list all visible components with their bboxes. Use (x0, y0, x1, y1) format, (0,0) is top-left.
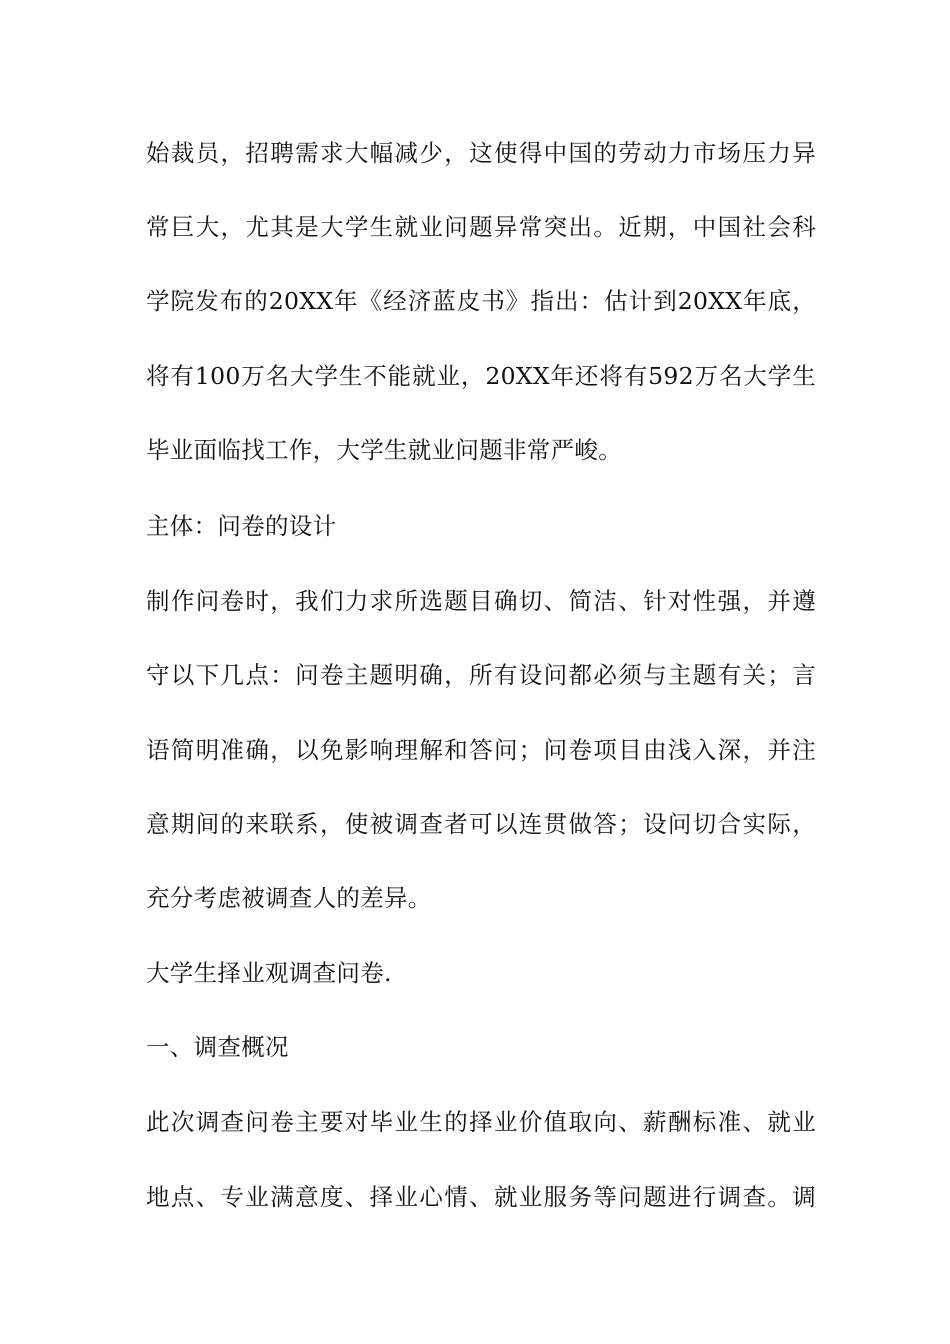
section-heading: 大学生择业观调查问卷. (146, 959, 392, 987)
paragraph-line: 守以下几点：问卷主题明确，所有设问都必须与主题有关；言 (146, 661, 816, 689)
paragraph-line: 此次调查问卷主要对毕业生的择业价值取向、薪酬标准、就业 (146, 1108, 816, 1136)
paragraph-line: 常巨大，尤其是大学生就业问题异常突出。近期，中国社会科 (146, 213, 816, 241)
paragraph-line: 制作问卷时，我们力求所选题目确切、简洁、针对性强，并遵 (146, 587, 816, 615)
paragraph-line: 语简明准确，以免影响理解和答问；问卷项目由浅入深，并注 (146, 736, 816, 764)
paragraph-line: 意期间的来联系，使被调查者可以连贯做答；设问切合实际， (146, 810, 816, 838)
paragraph-line: 充分考虑被调查人的差异。 (146, 884, 432, 912)
paragraph-line: 毕业面临找工作，大学生就业问题非常严峻。 (146, 436, 622, 464)
section-heading: 主体：问卷的设计 (146, 512, 337, 540)
paragraph-line: 学院发布的20XX年《经济蓝皮书》指出：估计到20XX年底， (146, 287, 816, 315)
section-heading: 一、调查概况 (146, 1033, 289, 1061)
paragraph-line: 将有100万名大学生不能就业，20XX年还将有592万名大学生 (146, 362, 816, 390)
paragraph-line: 地点、专业满意度、择业心情、就业服务等问题进行调查。调 (146, 1183, 816, 1211)
paragraph-line: 始裁员，招聘需求大幅减少，这使得中国的劳动力市场压力异 (146, 139, 816, 167)
